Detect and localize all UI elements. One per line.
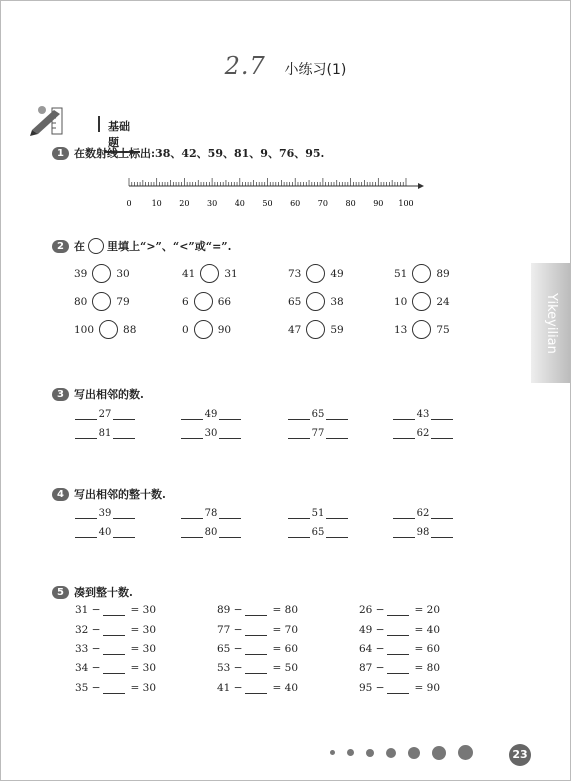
round-item <box>359 662 440 674</box>
neighbor-item <box>393 427 453 439</box>
tick-label: 70 <box>317 199 328 208</box>
compare-item <box>394 264 450 283</box>
basic-label: 基础题 <box>104 118 140 153</box>
answer-circle[interactable] <box>412 320 431 339</box>
neighbor-item <box>288 427 348 439</box>
answer-blank[interactable] <box>288 526 310 538</box>
minuend: 95 − <box>359 682 385 694</box>
answer-blank[interactable] <box>113 427 135 439</box>
result: = 30 <box>130 604 156 616</box>
result: = 60 <box>272 643 298 655</box>
neighbor-item <box>181 427 241 439</box>
answer-circle[interactable] <box>92 264 111 283</box>
question-text: 在 <box>74 240 85 253</box>
given-number: 80 <box>204 527 218 538</box>
right-number: 49 <box>330 267 344 280</box>
answer-blank[interactable] <box>387 682 409 694</box>
result: = 40 <box>272 682 298 694</box>
result: = 30 <box>130 624 156 636</box>
answer-blank[interactable] <box>393 526 415 538</box>
given-number: 78 <box>204 508 218 519</box>
question-number: 5 <box>52 586 69 599</box>
answer-circle[interactable] <box>306 292 325 311</box>
given-number: 27 <box>98 409 112 420</box>
answer-blank[interactable] <box>326 526 348 538</box>
minuend: 64 − <box>359 643 385 655</box>
answer-blank[interactable] <box>181 507 203 519</box>
left-number: 100 <box>74 323 95 336</box>
question-text: 里填上“>”、“<”或“=”. <box>107 240 232 253</box>
round-item <box>75 662 156 674</box>
result: = 30 <box>130 662 156 674</box>
answer-blank[interactable] <box>103 624 125 636</box>
compare-item <box>288 292 344 311</box>
answer-blank[interactable] <box>431 408 453 420</box>
answer-blank[interactable] <box>75 427 97 439</box>
page-dots <box>330 745 485 760</box>
answer-blank[interactable] <box>245 682 267 694</box>
compare-item <box>182 292 231 311</box>
answer-blank[interactable] <box>431 526 453 538</box>
question-number: 4 <box>52 488 69 501</box>
right-number: 90 <box>217 323 232 336</box>
neighbor-item <box>288 408 348 420</box>
page-number: 23 <box>509 744 531 766</box>
given-number: 40 <box>98 527 112 538</box>
compare-item <box>74 320 136 339</box>
left-number: 51 <box>394 267 408 280</box>
round-item <box>359 604 440 616</box>
dot-icon <box>458 745 473 760</box>
page-title <box>0 52 571 80</box>
right-number: 66 <box>217 295 232 308</box>
tick-label: 100 <box>398 199 414 208</box>
answer-blank[interactable] <box>103 643 125 655</box>
result: = 60 <box>414 643 440 655</box>
result: = 90 <box>414 682 440 694</box>
answer-blank[interactable] <box>219 427 241 439</box>
answer-blank[interactable] <box>181 526 203 538</box>
minuend: 33 − <box>75 643 101 655</box>
result: = 30 <box>130 643 156 655</box>
result: = 40 <box>414 624 440 636</box>
neighbor-item <box>181 507 241 519</box>
left-number: 80 <box>74 295 88 308</box>
side-tab-label: Yikeyilian <box>544 292 559 354</box>
left-number: 65 <box>288 295 302 308</box>
question-2 <box>52 238 231 254</box>
answer-blank[interactable] <box>288 507 310 519</box>
minuend: 41 − <box>217 682 243 694</box>
number-line <box>120 170 430 215</box>
compare-item <box>74 292 130 311</box>
answer-blank[interactable] <box>103 662 125 674</box>
answer-blank[interactable] <box>113 507 135 519</box>
neighbor-item <box>75 427 135 439</box>
answer-circle[interactable] <box>306 264 325 283</box>
round-item <box>359 643 440 655</box>
round-item <box>217 682 298 694</box>
answer-blank[interactable] <box>75 526 97 538</box>
compare-item <box>394 292 450 311</box>
tick-label: 80 <box>345 199 356 208</box>
round-item <box>75 682 156 694</box>
question-text: 凑到整十数. <box>74 586 133 599</box>
result: = 80 <box>272 604 298 616</box>
given-number: 62 <box>416 508 430 519</box>
tick-label: 90 <box>373 199 384 208</box>
left-number: 39 <box>74 267 88 280</box>
minuend: 32 − <box>75 624 101 636</box>
given-number: 51 <box>311 508 325 519</box>
answer-blank[interactable] <box>431 507 453 519</box>
minuend: 65 − <box>217 643 243 655</box>
result: = 80 <box>414 662 440 674</box>
answer-circle[interactable] <box>92 292 111 311</box>
answer-blank[interactable] <box>326 507 348 519</box>
given-number: 65 <box>311 409 325 420</box>
result: = 70 <box>272 624 298 636</box>
right-number: 79 <box>116 295 130 308</box>
neighbor-item <box>393 408 453 420</box>
answer-circle[interactable] <box>99 320 118 339</box>
compare-item <box>182 264 238 283</box>
compare-item <box>288 320 344 339</box>
round-item <box>217 643 298 655</box>
round-item <box>75 643 156 655</box>
left-number: 10 <box>394 295 408 308</box>
right-number: 24 <box>436 295 450 308</box>
question-5 <box>52 584 133 600</box>
answer-blank[interactable] <box>387 624 409 636</box>
given-number: 39 <box>98 508 112 519</box>
minuend: 53 − <box>217 662 243 674</box>
neighbor-item <box>75 507 135 519</box>
answer-circle[interactable] <box>194 320 213 339</box>
answer-blank[interactable] <box>387 662 409 674</box>
minuend: 26 − <box>359 604 385 616</box>
result: = 20 <box>414 604 440 616</box>
left-number: 47 <box>288 323 302 336</box>
question-text: 写出相邻的数. <box>74 388 144 401</box>
neighbor-item <box>181 526 241 538</box>
question-3 <box>52 386 144 402</box>
question-number: 3 <box>52 388 69 401</box>
answer-blank[interactable] <box>326 408 348 420</box>
pencil-ruler-icon <box>30 104 74 136</box>
dot-icon <box>366 749 374 757</box>
minuend: 31 − <box>75 604 101 616</box>
answer-blank[interactable] <box>181 427 203 439</box>
answer-blank[interactable] <box>219 507 241 519</box>
neighbor-item <box>75 408 135 420</box>
answer-circle[interactable] <box>412 292 431 311</box>
dot-icon <box>386 748 396 758</box>
compare-item <box>182 320 231 339</box>
given-number: 62 <box>416 428 430 439</box>
answer-blank[interactable] <box>75 408 97 420</box>
answer-circle[interactable] <box>306 320 325 339</box>
answer-blank[interactable] <box>288 427 310 439</box>
right-number: 31 <box>224 267 238 280</box>
round-item <box>359 682 440 694</box>
answer-circle[interactable] <box>194 292 213 311</box>
answer-blank[interactable] <box>113 408 135 420</box>
right-number: 89 <box>436 267 450 280</box>
tick-label: 60 <box>290 199 301 208</box>
answer-blank[interactable] <box>393 408 415 420</box>
answer-blank[interactable] <box>393 427 415 439</box>
minuend: 77 − <box>217 624 243 636</box>
right-number: 38 <box>330 295 344 308</box>
section-number: 2.7 <box>224 52 266 80</box>
round-item <box>217 624 298 636</box>
question-number: 2 <box>52 240 69 253</box>
neighbor-item <box>393 507 453 519</box>
compare-item <box>288 264 344 283</box>
answer-blank[interactable] <box>103 604 125 616</box>
left-number: 6 <box>182 295 189 308</box>
tick-label: 10 <box>151 199 162 208</box>
answer-blank[interactable] <box>387 604 409 616</box>
question-1 <box>52 145 324 161</box>
answer-blank[interactable] <box>219 408 241 420</box>
minuend: 87 − <box>359 662 385 674</box>
answer-blank[interactable] <box>181 408 203 420</box>
result: = 50 <box>272 662 298 674</box>
answer-blank[interactable] <box>103 682 125 694</box>
given-number: 49 <box>204 409 218 420</box>
question-text: 在数射线上标出:38、42、59、81、9、76、95. <box>74 147 325 160</box>
given-number: 43 <box>416 409 430 420</box>
neighbor-item <box>75 526 135 538</box>
given-number: 77 <box>311 428 325 439</box>
answer-circle[interactable] <box>200 264 219 283</box>
right-number: 88 <box>123 323 137 336</box>
minuend: 89 − <box>217 604 243 616</box>
round-item <box>75 604 156 616</box>
answer-blank[interactable] <box>245 604 267 616</box>
round-item <box>359 624 440 636</box>
left-number: 13 <box>394 323 408 336</box>
answer-circle[interactable] <box>412 264 431 283</box>
answer-blank[interactable] <box>75 507 97 519</box>
tick-label: 30 <box>207 199 218 208</box>
basic-section-header <box>30 104 140 149</box>
side-tab <box>531 263 571 383</box>
compare-item <box>74 264 130 283</box>
round-item <box>217 662 298 674</box>
given-number: 65 <box>311 527 325 538</box>
circle-icon <box>88 238 104 254</box>
round-item <box>75 624 156 636</box>
neighbor-item <box>393 526 453 538</box>
result: = 30 <box>130 682 156 694</box>
minuend: 34 − <box>75 662 101 674</box>
question-number: 1 <box>52 147 69 160</box>
neighbor-item <box>288 526 348 538</box>
left-number: 41 <box>182 267 196 280</box>
question-4 <box>52 486 166 502</box>
minuend: 35 − <box>75 682 101 694</box>
answer-blank[interactable] <box>219 526 241 538</box>
question-text: 写出相邻的整十数. <box>74 488 166 501</box>
answer-blank[interactable] <box>245 662 267 674</box>
dot-icon <box>408 747 420 759</box>
neighbor-item <box>288 507 348 519</box>
answer-blank[interactable] <box>326 427 348 439</box>
tick-label: 0 <box>126 199 132 208</box>
answer-blank[interactable] <box>288 408 310 420</box>
compare-item <box>394 320 450 339</box>
arrow-icon <box>418 183 424 189</box>
right-number: 75 <box>436 323 450 336</box>
round-item <box>217 604 298 616</box>
minuend: 49 − <box>359 624 385 636</box>
dot-icon <box>432 746 446 760</box>
left-number: 0 <box>182 323 189 336</box>
given-number: 81 <box>98 428 112 439</box>
right-number: 30 <box>116 267 130 280</box>
answer-blank[interactable] <box>245 643 267 655</box>
answer-blank[interactable] <box>113 526 135 538</box>
tick-label: 20 <box>179 199 190 208</box>
answer-blank[interactable] <box>387 643 409 655</box>
answer-blank[interactable] <box>393 507 415 519</box>
tick-label: 50 <box>262 199 273 208</box>
given-number: 30 <box>204 428 218 439</box>
answer-blank[interactable] <box>431 427 453 439</box>
neighbor-item <box>181 408 241 420</box>
dot-icon <box>330 750 335 755</box>
answer-blank[interactable] <box>245 624 267 636</box>
left-number: 73 <box>288 267 302 280</box>
given-number: 98 <box>416 527 430 538</box>
dot-icon <box>347 749 354 756</box>
right-number: 59 <box>330 323 344 336</box>
section-title: 小练习(1) <box>284 62 347 78</box>
tick-label: 40 <box>234 199 245 208</box>
